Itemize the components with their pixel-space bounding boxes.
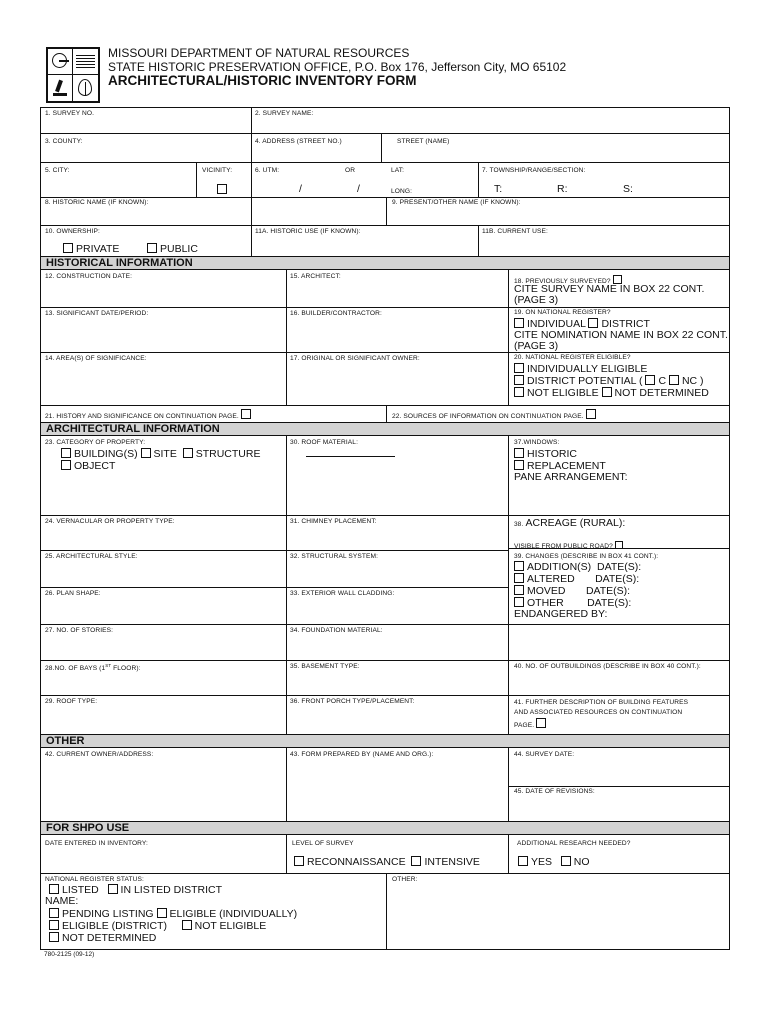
windows-replacement-option[interactable]: REPLACEMENT	[514, 460, 606, 473]
form-title: ARCHITECTURAL/HISTORIC INVENTORY FORM	[108, 73, 417, 88]
construction-date-label: 12. CONSTRUCTION DATE:	[45, 273, 133, 280]
nr-pending-options[interactable]: PENDING LISTING ELIGIBLE (INDIVIDUALLY)	[49, 908, 297, 921]
outbuildings-label: 40. NO. OF OUTBUILDINGS (DESCRIBE IN BOX 40 CONT.):	[514, 663, 701, 670]
historical-section-header: HISTORICAL INFORMATION	[41, 256, 729, 270]
office-address: STATE HISTORIC PRESERVATION OFFICE, P.O. Box 176, Jefferson City, MO 65102	[108, 60, 567, 74]
form-prepared-label: 43. FORM PREPARED BY (NAME AND ORG.):	[290, 751, 434, 758]
history-continuation-label[interactable]: 21. HISTORY AND SIGNIFICANCE ON CONTINUATION PAGE.	[45, 409, 254, 420]
inventory-form	[40, 107, 730, 950]
pane-arrangement-label: PANE ARRANGEMENT:	[514, 471, 628, 483]
stories-label: 27. NO. OF STORIES:	[45, 627, 114, 634]
revision-date-label: 45. DATE OF REVISIONS:	[514, 788, 595, 795]
utm-slash-2: /	[357, 183, 360, 195]
ownership-private[interactable]: PRIVATE	[63, 243, 119, 256]
logo-lines-icon	[73, 49, 98, 75]
bays-label: 28.NO. OF BAYS (1ST FLOOR):	[45, 663, 141, 673]
sources-continuation-label[interactable]: 22. SOURCES OF INFORMATION ON CONTINUATION PAGE.	[392, 409, 599, 420]
basement-type-label: 35. BASEMENT TYPE:	[290, 663, 360, 670]
present-name-label: 9. PRESENT/OTHER NAME (IF KNOWN):	[392, 199, 521, 206]
changes-altered-option[interactable]: ALTERED DATE(S):	[514, 573, 639, 586]
county-label: 3. COUNTY:	[45, 138, 83, 145]
category-object-option[interactable]: OBJECT	[61, 460, 115, 473]
vicinity-checkbox[interactable]	[217, 184, 227, 194]
nomination-cite-page: (PAGE 3)	[514, 340, 559, 352]
roof-type-label: 29. ROOF TYPE:	[45, 698, 98, 705]
street-name-label: STREET (NAME)	[397, 138, 450, 145]
dnr-logo	[46, 47, 100, 103]
additional-research-label: ADDITIONAL RESEARCH NEEDED?	[517, 840, 631, 847]
survey-cite-page: (PAGE 3)	[514, 294, 559, 306]
category-options[interactable]: BUILDING(S) SITE STRUCTURE	[61, 448, 260, 461]
address-no-label: 4. ADDRESS (STREET NO.)	[255, 138, 342, 145]
exterior-cladding-label: 33. EXTERIOR WALL CLADDING:	[290, 590, 395, 597]
front-porch-label: 36. FRONT PORCH TYPE/PLACEMENT:	[290, 698, 415, 705]
historic-use-label: 11A. HISTORIC USE (IF KNOWN):	[255, 228, 361, 235]
nr-not-determined-option[interactable]: NOT DETERMINED	[49, 932, 156, 945]
township-label: 7. TOWNSHIP/RANGE/SECTION:	[482, 167, 586, 174]
chimney-placement-label: 31. CHIMNEY PLACEMENT:	[290, 518, 377, 525]
survey-date-label: 44. SURVEY DATE:	[514, 751, 575, 758]
form-number: 780-2125 (09-12)	[44, 951, 95, 958]
nr-eligible-label: 20. NATIONAL REGISTER ELIGIBLE?	[514, 354, 631, 361]
vernacular-type-label: 24. VERNACULAR OR PROPERTY TYPE:	[45, 518, 175, 525]
vicinity-label: VICINITY:	[202, 167, 233, 174]
further-description-line3[interactable]: PAGE.	[514, 718, 549, 729]
windows-historic-option[interactable]: HISTORIC	[514, 448, 577, 461]
or-label: OR	[345, 167, 356, 174]
changes-moved-option[interactable]: MOVED DATE(S):	[514, 585, 630, 598]
township-r-label: R:	[557, 183, 568, 195]
current-use-label: 11B. CURRENT USE:	[482, 228, 548, 235]
agency-name: MISSOURI DEPARTMENT OF NATURAL RESOURCES	[108, 46, 410, 60]
further-description-line1: 41. FURTHER DESCRIPTION OF BUILDING FEATURES	[514, 699, 689, 706]
nr-options[interactable]: INDIVIDUAL DISTRICT	[514, 318, 650, 331]
logo-microscope-icon	[48, 75, 73, 101]
acreage-label: 38. ACREAGE (RURAL):	[514, 517, 626, 529]
individually-eligible-option[interactable]: INDIVIDUALLY ELIGIBLE	[514, 363, 647, 376]
structural-system-label: 32. STRUCTURAL SYSTEM:	[290, 553, 379, 560]
city-label: 5. CITY:	[45, 167, 70, 174]
visible-road-label[interactable]: VISIBLE FROM PUBLIC ROAD?	[514, 541, 626, 550]
other-section-header: OTHER	[41, 734, 729, 748]
ownership-label: 10. OWNERSHIP:	[45, 228, 100, 235]
foundation-label: 34. FOUNDATION MATERIAL:	[290, 627, 383, 634]
ownership-public[interactable]: PUBLIC	[147, 243, 198, 256]
further-description-line2: AND ASSOCIATED RESOURCES ON CONTINUATION	[514, 709, 683, 716]
endangered-by-label: ENDANGERED BY:	[514, 608, 608, 620]
previously-surveyed-label[interactable]: 18. PREVIOUSLY SURVEYED?	[514, 275, 625, 285]
survey-cite-text: CITE SURVEY NAME IN BOX 22 CONT.	[514, 283, 705, 295]
changes-other-option[interactable]: OTHER DATE(S):	[514, 597, 631, 610]
level-survey-label: LEVEL OF SURVEY	[292, 840, 354, 847]
nr-eligible-district-options[interactable]: ELIGIBLE (DISTRICT) NOT ELIGIBLE	[49, 920, 266, 933]
category-property-label: 23. CATEGORY OF PROPERTY:	[45, 439, 146, 446]
level-survey-options[interactable]: RECONNAISSANCE INTENSIVE	[294, 856, 480, 869]
district-potential-option[interactable]: DISTRICT POTENTIAL ( C NC )	[514, 375, 704, 388]
plan-shape-label: 26. PLAN SHAPE:	[45, 590, 101, 597]
nr-status-label: NATIONAL REGISTER STATUS:	[45, 876, 144, 883]
on-national-register-label: 19. ON NATIONAL REGISTER?	[514, 309, 611, 316]
long-label: LONG:	[391, 188, 413, 195]
changes-additions-option[interactable]: ADDITION(S) DATE(S):	[514, 561, 641, 574]
logo-water-icon	[48, 49, 73, 75]
significant-date-label: 13. SIGNIFICANT DATE/PERIOD:	[45, 310, 149, 317]
windows-label: 37.WINDOWS:	[514, 439, 560, 446]
not-eligible-option[interactable]: NOT ELIGIBLE NOT DETERMINED	[514, 387, 709, 400]
roof-material-line	[306, 456, 395, 457]
historic-name-label: 8. HISTORIC NAME (IF KNOWN):	[45, 199, 149, 206]
logo-leaf-icon	[73, 75, 98, 101]
utm-label: 6. UTM:	[255, 167, 280, 174]
shpo-section-header: FOR SHPO USE	[41, 821, 729, 835]
architectural-section-header: ARCHITECTURAL INFORMATION	[41, 422, 729, 436]
utm-slash-1: /	[299, 183, 302, 195]
roof-material-label: 30. ROOF MATERIAL:	[290, 439, 358, 446]
nomination-cite-text: CITE NOMINATION NAME IN BOX 22 CONT.	[514, 329, 728, 341]
areas-significance-label: 14. AREA(S) OF SIGNIFICANCE:	[45, 355, 147, 362]
architectural-style-label: 25. ARCHITECTURAL STYLE:	[45, 553, 138, 560]
nr-name-label: NAME:	[45, 895, 79, 907]
current-owner-label: 42. CURRENT OWNER/ADDRESS:	[45, 751, 154, 758]
additional-research-options[interactable]: YES NO	[518, 856, 590, 869]
township-s-label: S:	[623, 183, 633, 195]
township-t-label: T:	[494, 183, 503, 195]
shpo-other-label: OTHER:	[392, 876, 418, 883]
builder-label: 16. BUILDER/CONTRACTOR:	[290, 310, 382, 317]
changes-label: 39. CHANGES (DESCRIBE IN BOX 41 CONT.):	[514, 553, 659, 560]
survey-name-label: 2. SURVEY NAME:	[255, 110, 314, 117]
architect-label: 15. ARCHITECT:	[290, 273, 341, 280]
survey-no-label: 1. SURVEY NO.	[45, 110, 95, 117]
lat-label: LAT:	[391, 167, 405, 174]
date-entered-label: DATE ENTERED IN INVENTORY:	[45, 840, 148, 847]
nr-listed-options[interactable]: LISTED IN LISTED DISTRICT	[49, 884, 222, 897]
original-owner-label: 17. ORIGINAL OR SIGNIFICANT OWNER:	[290, 355, 420, 362]
